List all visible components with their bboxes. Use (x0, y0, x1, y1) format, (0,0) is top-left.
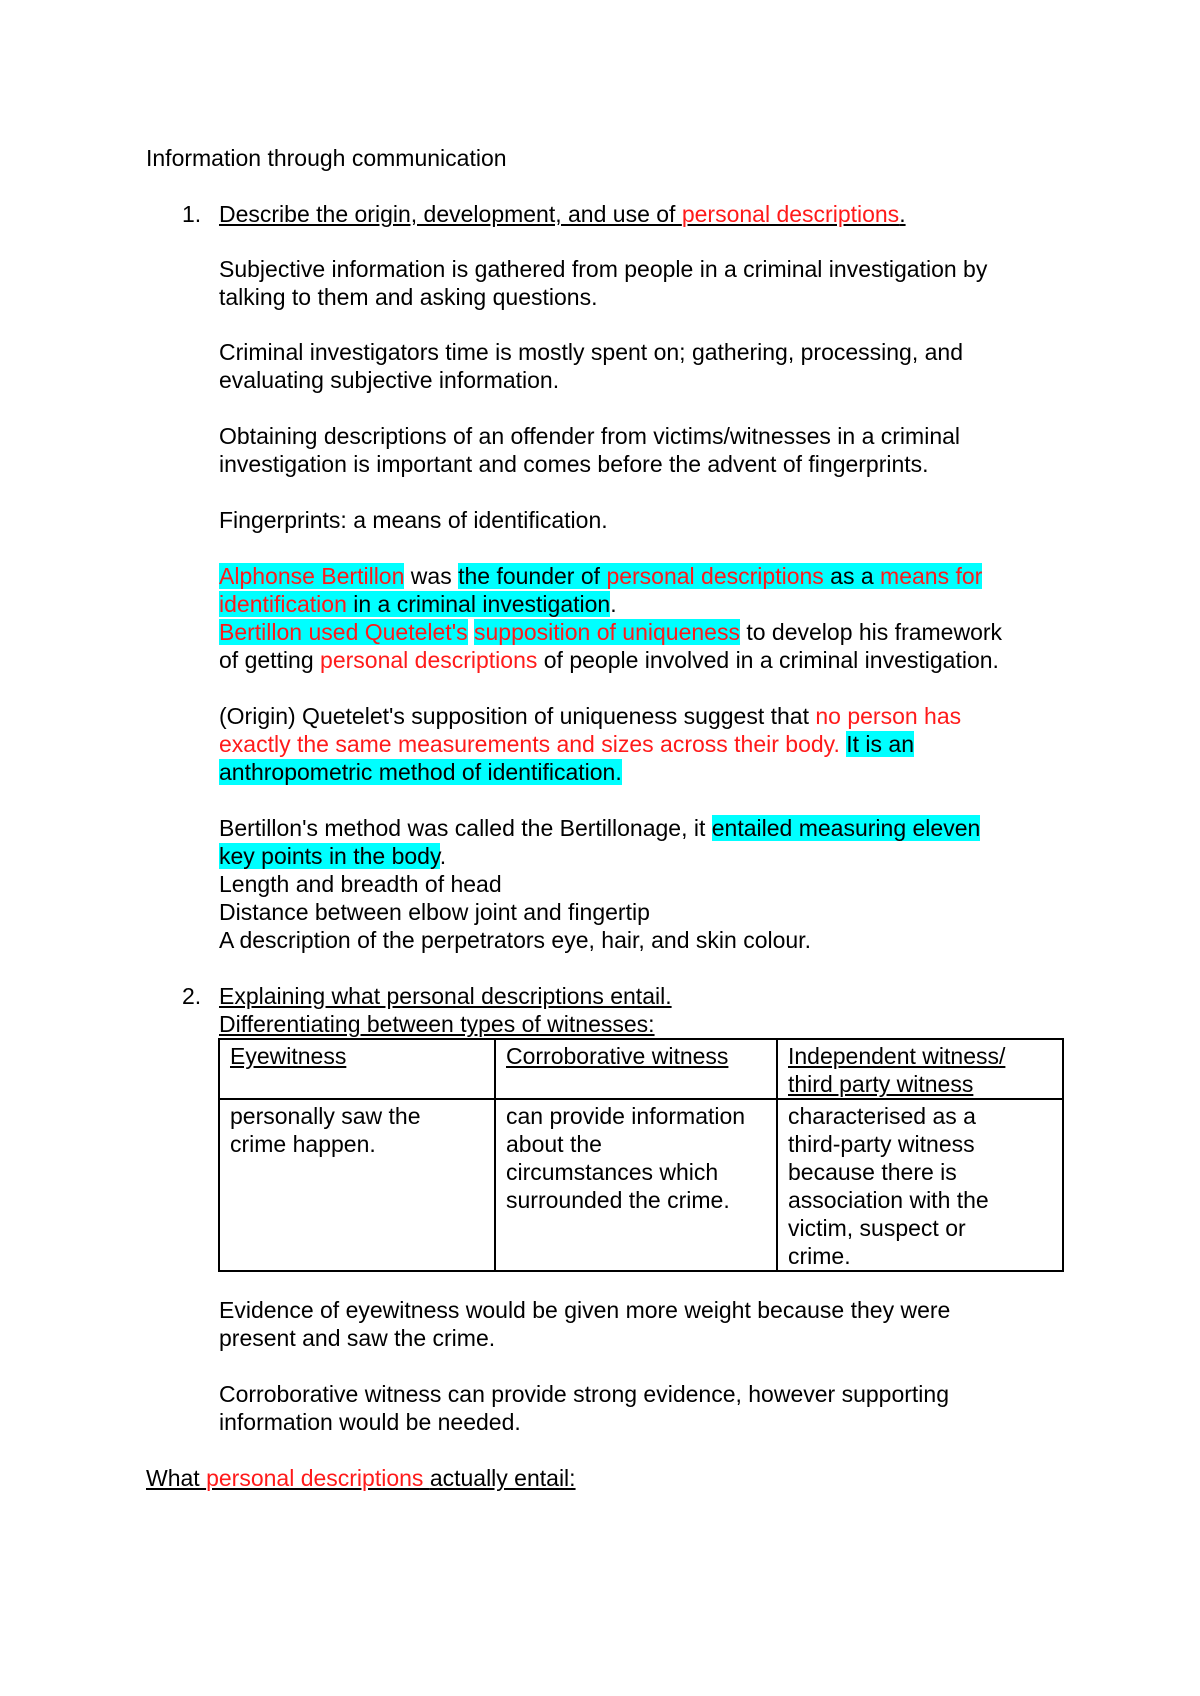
paragraph-obtaining-line-1: Obtaining descriptions of an offender from victims/witnesses in a criminal (219, 423, 961, 449)
quetelet-rest-2: of people involved in a criminal investigation. (537, 647, 999, 673)
cell-independent-line-6: crime. (788, 1243, 851, 1269)
cell-eyewitness-line-1: personally saw the (230, 1103, 421, 1129)
method-item-1: Length and breadth of head (219, 871, 502, 897)
footer-term: personal descriptions (206, 1465, 430, 1491)
table-cell-eyewitness (219, 1099, 495, 1271)
paragraph-quetelet-used-line-2 (219, 646, 1079, 674)
question-2-subheading: Differentiating between types of witnesses: (219, 1011, 655, 1037)
quetelet-term: personal descriptions (320, 647, 538, 673)
bertillon-was: was (404, 563, 459, 589)
bertillon-dot: . (610, 591, 617, 617)
question-1-suffix: . (899, 201, 906, 227)
origin-highlight-1: It is an (846, 731, 915, 757)
table-cell-independent (777, 1099, 1063, 1271)
paragraph-time (219, 338, 1079, 394)
table-row (219, 1099, 1063, 1271)
origin-red-1: no person has (815, 703, 962, 729)
quetelet-rest-1: to develop his framework (739, 619, 1003, 645)
method-highlight-2: key points in the body (219, 843, 440, 869)
cell-independent-line-1: characterised as a (788, 1103, 976, 1129)
paragraph-corroborative-line-2: information would be needed. (219, 1409, 521, 1435)
table-header-corroborative (495, 1039, 777, 1099)
paragraph-origin-line-1 (219, 702, 1079, 730)
cell-independent-line-2: third-party witness (788, 1131, 975, 1157)
witness-types-table (218, 1038, 1064, 1272)
paragraph-origin (219, 702, 1079, 786)
cell-corroborative-line-4: surrounded the crime. (506, 1187, 730, 1213)
cell-independent-line-3: because there is (788, 1159, 957, 1185)
cell-independent-line-5: victim, suspect or (788, 1215, 966, 1241)
footer-prefix: What (146, 1465, 207, 1491)
paragraph-corroborative-line-1: Corroborative witness can provide strong evidence, however supporting (219, 1381, 950, 1407)
quetelet-supposition: supposition of uniqueness (473, 619, 740, 645)
method-item-2: Distance between elbow joint and fingertip (219, 899, 650, 925)
paragraph-time-line-2: evaluating subjective information. (219, 367, 560, 393)
paragraph-corroborative (219, 1380, 1079, 1436)
table-header-row (219, 1039, 1063, 1099)
paragraph-fingerprints: Fingerprints: a means of identification. (219, 507, 608, 533)
header-eyewitness-line-1: Eyewitness (230, 1043, 347, 1069)
origin-highlight-2: anthropometric method of identification. (219, 759, 622, 785)
question-1-term: personal descriptions (681, 201, 900, 227)
bertillon-founder: the founder of (458, 563, 601, 589)
origin-red-2: exactly the same measurements and sizes across their body. (219, 731, 840, 757)
bertillon-term: personal descriptions (606, 563, 824, 589)
bertillon-name: Alphonse Bertillon (219, 563, 405, 589)
paragraph-eyewitness-line-1: Evidence of eyewitness would be given more weight because they were (219, 1297, 951, 1323)
cell-corroborative-line-1: can provide information (506, 1103, 746, 1129)
list-number-2: 2. (182, 983, 202, 1009)
question-2-block (219, 982, 1079, 1038)
paragraph-eyewitness-weight (219, 1296, 1079, 1352)
question-2-heading: Explaining what personal descriptions entail. (219, 983, 672, 1009)
paragraph-obtaining (219, 422, 1079, 478)
method-intro: Bertillon's method was called the Bertillonage, it (219, 815, 712, 841)
paragraph-eyewitness-line-2: present and saw the crime. (219, 1325, 496, 1351)
question-1-prefix: Describe the origin, development, and use of (219, 201, 682, 227)
origin-intro: (Origin) Quetelet's supposition of uniqueness suggest that (219, 703, 816, 729)
paragraph-bertillon-line-2 (219, 590, 1079, 618)
paragraph-bertillon (219, 562, 1079, 674)
header-corroborative-line-1: Corroborative witness (506, 1043, 729, 1069)
quetelet-used: Bertillon used Quetelet's (219, 619, 468, 645)
bertillon-rest: in a criminal investigation (346, 591, 611, 617)
quetelet-of-getting: of getting (219, 647, 321, 673)
paragraph-bertillon-line-1 (219, 562, 1079, 590)
paragraph-origin-line-2 (219, 730, 1079, 758)
bertillon-identification: identification (219, 591, 347, 617)
cell-corroborative-line-3: circumstances which (506, 1159, 719, 1185)
paragraph-obtaining-line-2: investigation is important and comes before the advent of fingerprints. (219, 451, 929, 477)
paragraph-quetelet-used-line-1 (219, 618, 1079, 646)
document-title: Information through communication (146, 145, 507, 171)
cell-eyewitness-line-2: crime happen. (230, 1131, 376, 1157)
bertillon-means-for: means for (880, 563, 983, 589)
footer-suffix: actually entail: (429, 1465, 576, 1491)
list-number-1: 1. (182, 201, 202, 227)
cell-independent-line-4: association with the (788, 1187, 989, 1213)
bertillon-as-a: as a (823, 563, 881, 589)
table-header-eyewitness (219, 1039, 495, 1099)
paragraph-method-line-2 (219, 842, 1079, 870)
paragraph-subjective-line-1: Subjective information is gathered from people in a criminal investigation by (219, 256, 988, 282)
paragraph-method-line-1 (219, 814, 1079, 842)
paragraph-origin-line-3 (219, 758, 1079, 786)
method-dot: . (439, 843, 447, 869)
header-independent-line-1: Independent witness/ (788, 1043, 1006, 1069)
section-heading-personal-descriptions (146, 1464, 576, 1492)
table-header-independent (777, 1039, 1063, 1099)
method-item-3: A description of the perpetrators eye, hair, and skin colour. (219, 927, 811, 953)
paragraph-subjective-line-2: talking to them and asking questions. (219, 284, 598, 310)
cell-corroborative-line-2: about the (506, 1131, 602, 1157)
paragraph-method (219, 814, 1079, 954)
question-1-heading (219, 200, 1079, 228)
table-cell-corroborative (495, 1099, 777, 1271)
paragraph-time-line-1: Criminal investigators time is mostly spent on; gathering, processing, and (219, 339, 964, 365)
paragraph-subjective (219, 255, 1079, 311)
method-highlight-1: entailed measuring eleven (711, 815, 981, 841)
header-independent-line-2: third party witness (788, 1071, 974, 1097)
